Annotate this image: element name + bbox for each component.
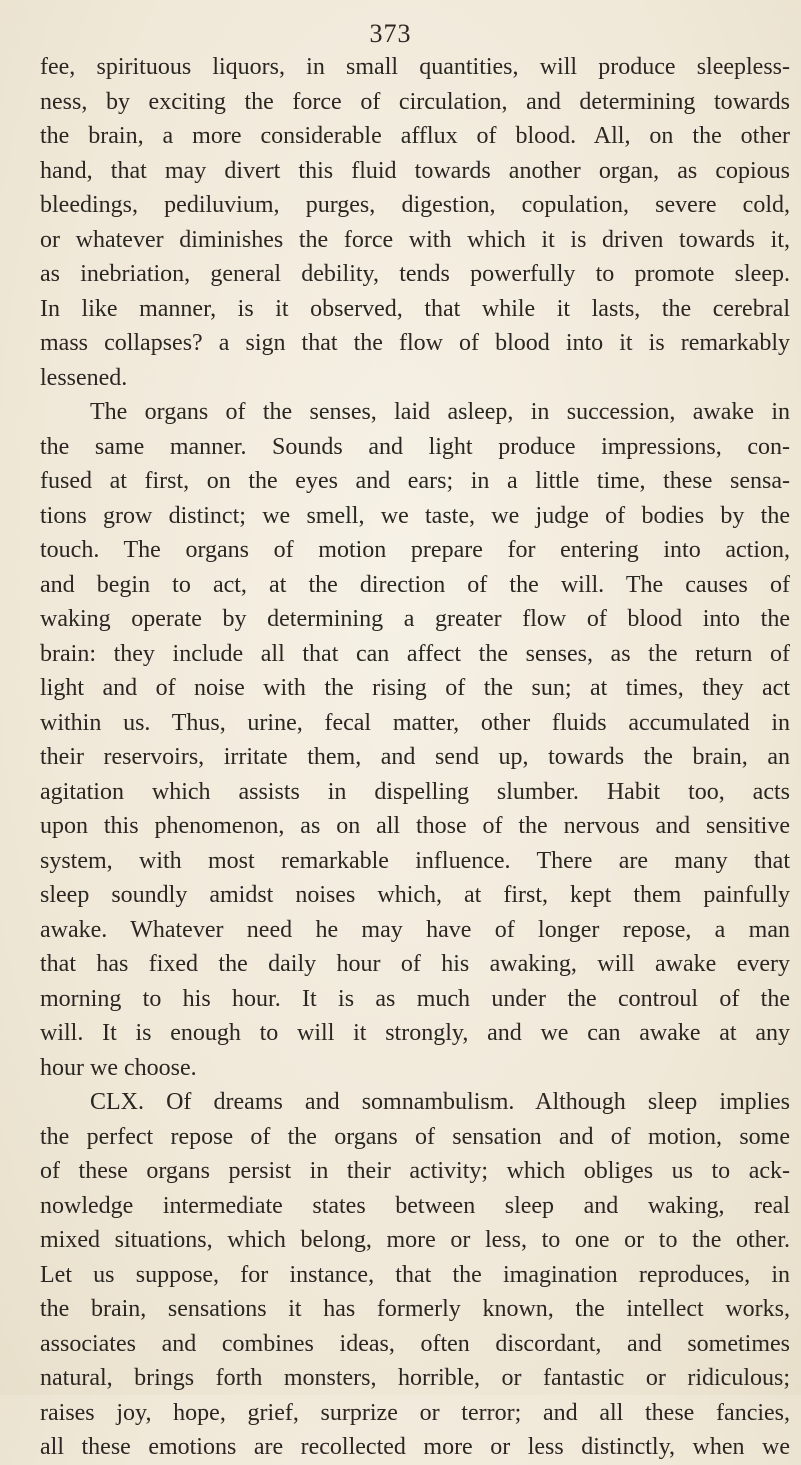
text-line: upon this phenomenon, as on all those of the nervous and sensitive	[40, 813, 790, 839]
text-line: mixed situations, which belong, more or less, to one or to the other.	[40, 1227, 790, 1253]
text-line: morning to his hour. It is as much under the controul of the	[40, 985, 790, 1012]
text-line: as inebriation, general debility, tends powerfully to promote sleep.	[40, 261, 790, 287]
text-line: or whatever diminishes the force with which it is driven towards it,	[40, 226, 790, 253]
text-line: associates and combines ideas, often discordant, and sometimes	[40, 1330, 790, 1357]
text-line: the brain, a more considerable afflux of blood. All, on the other	[40, 123, 790, 149]
text-line: light and of noise with the rising of the sun; at times, they act	[40, 675, 790, 701]
text-line: mass collapses? a sign that the flow of blood into it is remarkably	[40, 330, 790, 356]
text-line: the perfect repose of the organs of sensation and of motion, some	[40, 1123, 790, 1150]
text-line: nowledge intermediate states between sleep and waking, real	[40, 1192, 790, 1219]
text-line: system, with most remarkable influence. There are many that	[40, 847, 790, 874]
text-line: within us. Thus, urine, fecal matter, other fluids accumulated in	[40, 709, 790, 736]
text-line: all these emotions are recollected more or less distinctly, when we	[40, 1434, 790, 1460]
text-line: the brain, sensations it has formerly known, the intellect works,	[40, 1296, 790, 1322]
text-line: and begin to act, at the direction of the will. The causes of	[40, 571, 790, 598]
text-line: The organs of the senses, laid asleep, in succession, awake in	[90, 399, 790, 425]
text-line: that has fixed the daily hour of his awaking, will awake every	[40, 951, 790, 977]
text-line: ness, by exciting the force of circulation, and determining towards	[40, 88, 790, 115]
text-line: hour we choose.	[40, 1054, 197, 1081]
text-line: awake. Whatever need he may have of longer repose, a man	[40, 916, 790, 943]
text-line: hand, that may divert this fluid towards another organ, as copious	[40, 157, 790, 184]
page-number: 373	[369, 19, 412, 48]
text-line: fee, spirituous liquors, in small quantities, will produce sleepless-	[40, 54, 790, 80]
text-line: the same manner. Sounds and light produce impressions, con-	[40, 433, 790, 460]
text-line: sleep soundly amidst noises which, at first, kept them painfully	[40, 882, 790, 908]
text-line: tions grow distinct; we smell, we taste, we judge of bodies by the	[40, 502, 790, 529]
text-line: brain: they include all that can affect the senses, as the return of	[40, 640, 790, 667]
text-line: CLX. Of dreams and somnambulism. Although sleep implies	[90, 1089, 790, 1115]
text-line: In like manner, is it observed, that while it lasts, the cerebral	[40, 295, 790, 322]
text-line: lessened.	[40, 364, 128, 391]
body-text	[40, 50, 790, 1465]
text-line: bleedings, pediluvium, purges, digestion, copulation, severe cold,	[40, 192, 790, 218]
text-line: agitation which assists in dispelling slumber. Habit too, acts	[40, 778, 790, 805]
text-line: their reservoirs, irritate them, and send up, towards the brain, an	[40, 744, 790, 770]
text-line: will. It is enough to will it strongly, and we can awake at any	[40, 1020, 790, 1046]
text-line: of these organs persist in their activity; which obliges us to ack-	[40, 1158, 790, 1184]
text-line: fused at first, on the eyes and ears; in a little time, these sensa-	[40, 468, 790, 494]
text-line: waking operate by determining a greater flow of blood into the	[40, 606, 790, 632]
text-line: natural, brings forth monsters, horrible, or fantastic or ridiculous;	[40, 1365, 790, 1391]
text-line: Let us suppose, for instance, that the imagination reproduces, in	[40, 1261, 790, 1288]
text-line: raises joy, hope, grief, surprize or terror; and all these fancies,	[40, 1399, 790, 1426]
text-line: touch. The organs of motion prepare for entering into action,	[40, 537, 790, 563]
